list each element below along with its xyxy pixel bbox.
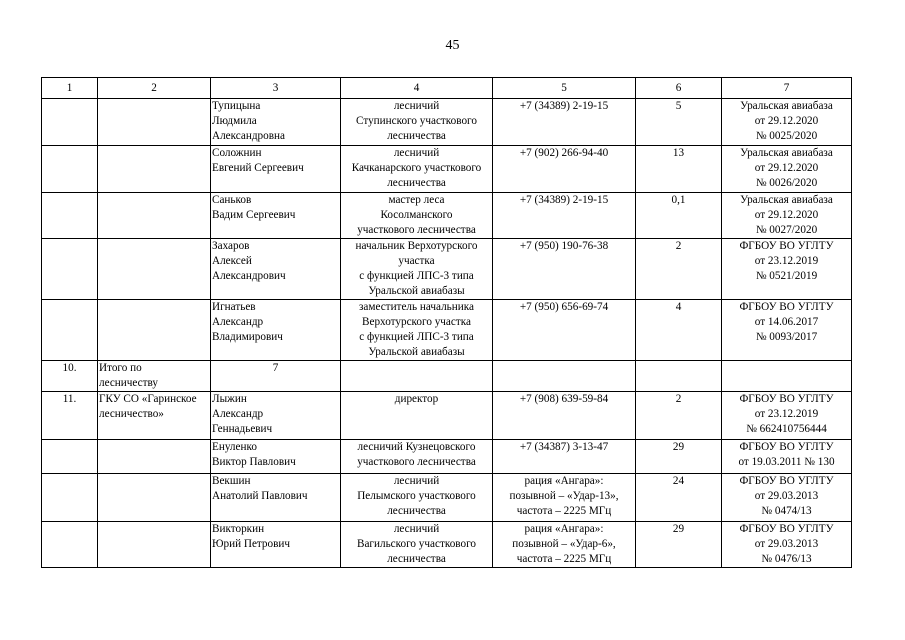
- column-header: 1: [42, 78, 98, 99]
- training-cell: Уральская авиабаза от 29.12.2020 № 0026/2020: [722, 146, 852, 193]
- organization-cell: [98, 193, 211, 239]
- person-name-cell: 7: [211, 361, 341, 392]
- row-number-cell: 11.: [42, 392, 98, 440]
- person-name-cell: Захаров Алексей Александрович: [211, 239, 341, 300]
- table-row: [42, 440, 852, 474]
- row-number-cell: [42, 146, 98, 193]
- organization-cell: [98, 474, 211, 522]
- person-name-cell: Викторкин Юрий Петрович: [211, 522, 341, 568]
- column-header: 7: [722, 78, 852, 99]
- training-cell: ФГБОУ ВО УГЛТУ от 23.12.2019 № 662410756444: [722, 392, 852, 440]
- training-cell: ФГБОУ ВО УГЛТУ от 14.06.2017 № 0093/2017: [722, 300, 852, 361]
- position-cell: лесничий Пелымского участкового лесничества: [341, 474, 493, 522]
- training-cell: ФГБОУ ВО УГЛТУ от 19.03.2011 № 130: [722, 440, 852, 474]
- table-row: [42, 300, 852, 361]
- position-cell: начальник Верхотурского участка с функцией ЛПС-3 типа Уральской авиабазы: [341, 239, 493, 300]
- column-header: 2: [98, 78, 211, 99]
- person-name-cell: Енуленко Виктор Павлович: [211, 440, 341, 474]
- person-name-cell: Векшин Анатолий Павлович: [211, 474, 341, 522]
- table-row: [42, 99, 852, 146]
- contact-cell: +7 (34389) 2-19-15: [493, 193, 636, 239]
- organization-cell: [98, 146, 211, 193]
- table-row: [42, 193, 852, 239]
- row-number-cell: [42, 300, 98, 361]
- organization-cell: [98, 522, 211, 568]
- quantity-cell: 2: [636, 392, 722, 440]
- organization-cell: [98, 239, 211, 300]
- person-name-cell: Лыжин Александр Геннадьевич: [211, 392, 341, 440]
- data-table: [41, 77, 852, 568]
- quantity-cell: [636, 361, 722, 392]
- row-number-cell: [42, 99, 98, 146]
- contact-cell: +7 (902) 266-94-40: [493, 146, 636, 193]
- organization-cell: Итого по лесничеству: [98, 361, 211, 392]
- table-row: [42, 361, 852, 392]
- training-cell: ФГБОУ ВО УГЛТУ от 29.03.2013 № 0476/13: [722, 522, 852, 568]
- position-cell: мастер леса Косолманского участкового лесничества: [341, 193, 493, 239]
- position-cell: [341, 361, 493, 392]
- contact-cell: +7 (34389) 2-19-15: [493, 99, 636, 146]
- contact-cell: +7 (34387) 3-13-47: [493, 440, 636, 474]
- position-cell: директор: [341, 392, 493, 440]
- row-number-cell: [42, 193, 98, 239]
- organization-cell: [98, 300, 211, 361]
- page-number: 45: [445, 38, 460, 53]
- organization-cell: [98, 99, 211, 146]
- row-number-cell: 10.: [42, 361, 98, 392]
- training-cell: Уральская авиабаза от 29.12.2020 № 0027/2020: [722, 193, 852, 239]
- contact-cell: рация «Ангара»: позывной – «Удар-6», частота – 2225 МГц: [493, 522, 636, 568]
- table-header-row: [42, 78, 852, 99]
- column-header: 6: [636, 78, 722, 99]
- column-header: 5: [493, 78, 636, 99]
- training-cell: Уральская авиабаза от 29.12.2020 № 0025/2020: [722, 99, 852, 146]
- table-row: [42, 146, 852, 193]
- quantity-cell: 2: [636, 239, 722, 300]
- training-cell: ФГБОУ ВО УГЛТУ от 29.03.2013 № 0474/13: [722, 474, 852, 522]
- contact-cell: +7 (908) 639-59-84: [493, 392, 636, 440]
- person-name-cell: Тупицына Людмила Александровна: [211, 99, 341, 146]
- person-name-cell: Соложнин Евгений Сергеевич: [211, 146, 341, 193]
- row-number-cell: [42, 474, 98, 522]
- position-cell: лесничий Вагильского участкового лесничества: [341, 522, 493, 568]
- table-row: [42, 474, 852, 522]
- row-number-cell: [42, 440, 98, 474]
- quantity-cell: 13: [636, 146, 722, 193]
- quantity-cell: 5: [636, 99, 722, 146]
- person-name-cell: Игнатьев Александр Владимирович: [211, 300, 341, 361]
- table-row: [42, 522, 852, 568]
- contact-cell: +7 (950) 656-69-74: [493, 300, 636, 361]
- contact-cell: [493, 361, 636, 392]
- column-header: 4: [341, 78, 493, 99]
- quantity-cell: 0,1: [636, 193, 722, 239]
- table-row: [42, 392, 852, 440]
- quantity-cell: 29: [636, 440, 722, 474]
- quantity-cell: 4: [636, 300, 722, 361]
- organization-cell: ГКУ СО «Гаринское лесничество»: [98, 392, 211, 440]
- table-row: [42, 239, 852, 300]
- quantity-cell: 24: [636, 474, 722, 522]
- position-cell: лесничий Ступинского участкового лесничества: [341, 99, 493, 146]
- quantity-cell: 29: [636, 522, 722, 568]
- position-cell: лесничий Кузнецовского участкового лесничества: [341, 440, 493, 474]
- column-header: 3: [211, 78, 341, 99]
- position-cell: заместитель начальника Верхотурского участка с функцией ЛПС-3 типа Уральской авиабазы: [341, 300, 493, 361]
- organization-cell: [98, 440, 211, 474]
- row-number-cell: [42, 239, 98, 300]
- training-cell: [722, 361, 852, 392]
- contact-cell: рация «Ангара»: позывной – «Удар-13», частота – 2225 МГц: [493, 474, 636, 522]
- position-cell: лесничий Качканарского участкового лесничества: [341, 146, 493, 193]
- person-name-cell: Саньков Вадим Сергеевич: [211, 193, 341, 239]
- row-number-cell: [42, 522, 98, 568]
- training-cell: ФГБОУ ВО УГЛТУ от 23.12.2019 № 0521/2019: [722, 239, 852, 300]
- contact-cell: +7 (950) 190-76-38: [493, 239, 636, 300]
